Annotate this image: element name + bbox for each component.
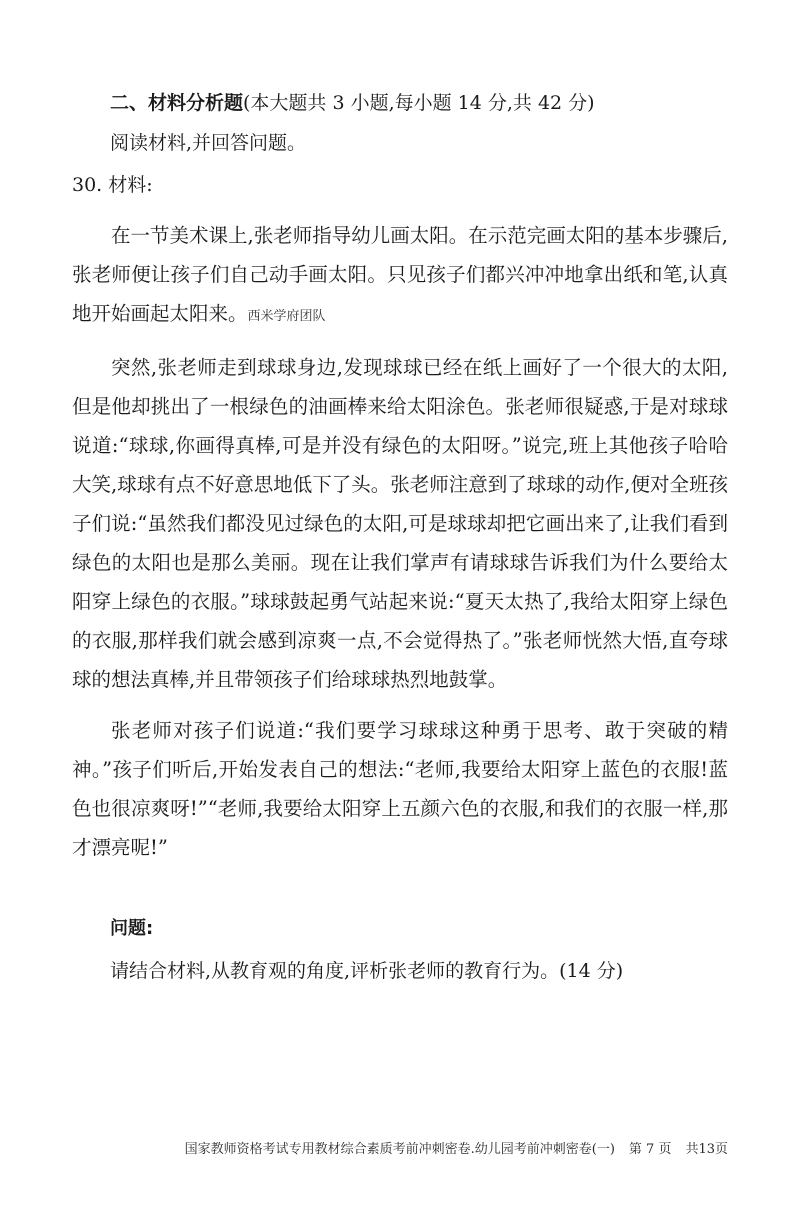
material-paragraph: 张老师对孩子们说道:“我们要学习球球这种勇于思考、敢于突破的精神。”孩子们听后,开始发表自己的想法:“老师,我要给太阳穿上蓝色的衣服!蓝色也很凉爽呀!”“老师,我要给太阳穿上五颜六色的衣服,和我们的衣服一样,那才漂亮呢!”	[72, 719, 728, 859]
question-number-label: 30. 材料:	[72, 174, 153, 196]
material-paragraph: 突然,张老师走到球球身边,发现球球已经在纸上画好了一个很大的太阳,但是他却挑出了一根绿色的油画棒来给太阳涂色。张老师很疑惑,于是对球球说道:“球球,你画得真棒,可是并没有绿色的太阳呀。”说完,班上其他孩子哈哈大笑,球球有点不好意思地低下了头。张老师注意到了球球的动作,便对全班孩子们说:“虽然我们都没见过绿色的太阳,可是球球却把它画出来了,让我们看到绿色的太阳也是那么美丽。现在让我们掌声有请球球告诉我们为什么要给太阳穿上绿色的衣服。”球球鼓起勇气站起来说:“夏天太热了,我给太阳穿上绿色的衣服,那样我们就会感到凉爽一点,不会觉得热了。”张老师恍然大悟,直夸球球的想法真棒,并且带领孩子们给球球热烈地鼓掌。	[72, 356, 728, 691]
section-instruction: 阅读材料,并回答问题。	[110, 132, 307, 154]
footer-page-number: 第 7 页	[628, 1142, 672, 1157]
material-paragraph	[72, 216, 728, 336]
section-title: 二、材料分析题	[110, 92, 244, 114]
page-footer	[72, 1140, 728, 1160]
question-prompt-text: 请结合材料,从教育观的角度,评析张老师的教育行为。(14 分)	[110, 960, 624, 982]
watermark-text: 西米学府团队	[247, 309, 326, 324]
section-heading	[110, 88, 595, 118]
footer-book-title: 国家教师资格考试专用教材综合素质考前冲刺密卷.幼儿园考前冲刺密卷(一)	[184, 1142, 615, 1157]
question-prompt-label: 问题:	[110, 918, 154, 939]
section-scoring-note: (本大题共 3 小题,每小题 14 分,共 42 分)	[243, 92, 595, 114]
footer-total-pages: 共13页	[685, 1142, 728, 1157]
material-text	[72, 216, 728, 879]
material-paragraph-text: 在一节美术课上,张老师指导幼儿画太阳。在示范完画太阳的基本步骤后,张老师便让孩子们自己动手画太阳。只见孩子们都兴冲冲地拿出纸和笔,认真地开始画起太阳来。	[72, 224, 728, 325]
